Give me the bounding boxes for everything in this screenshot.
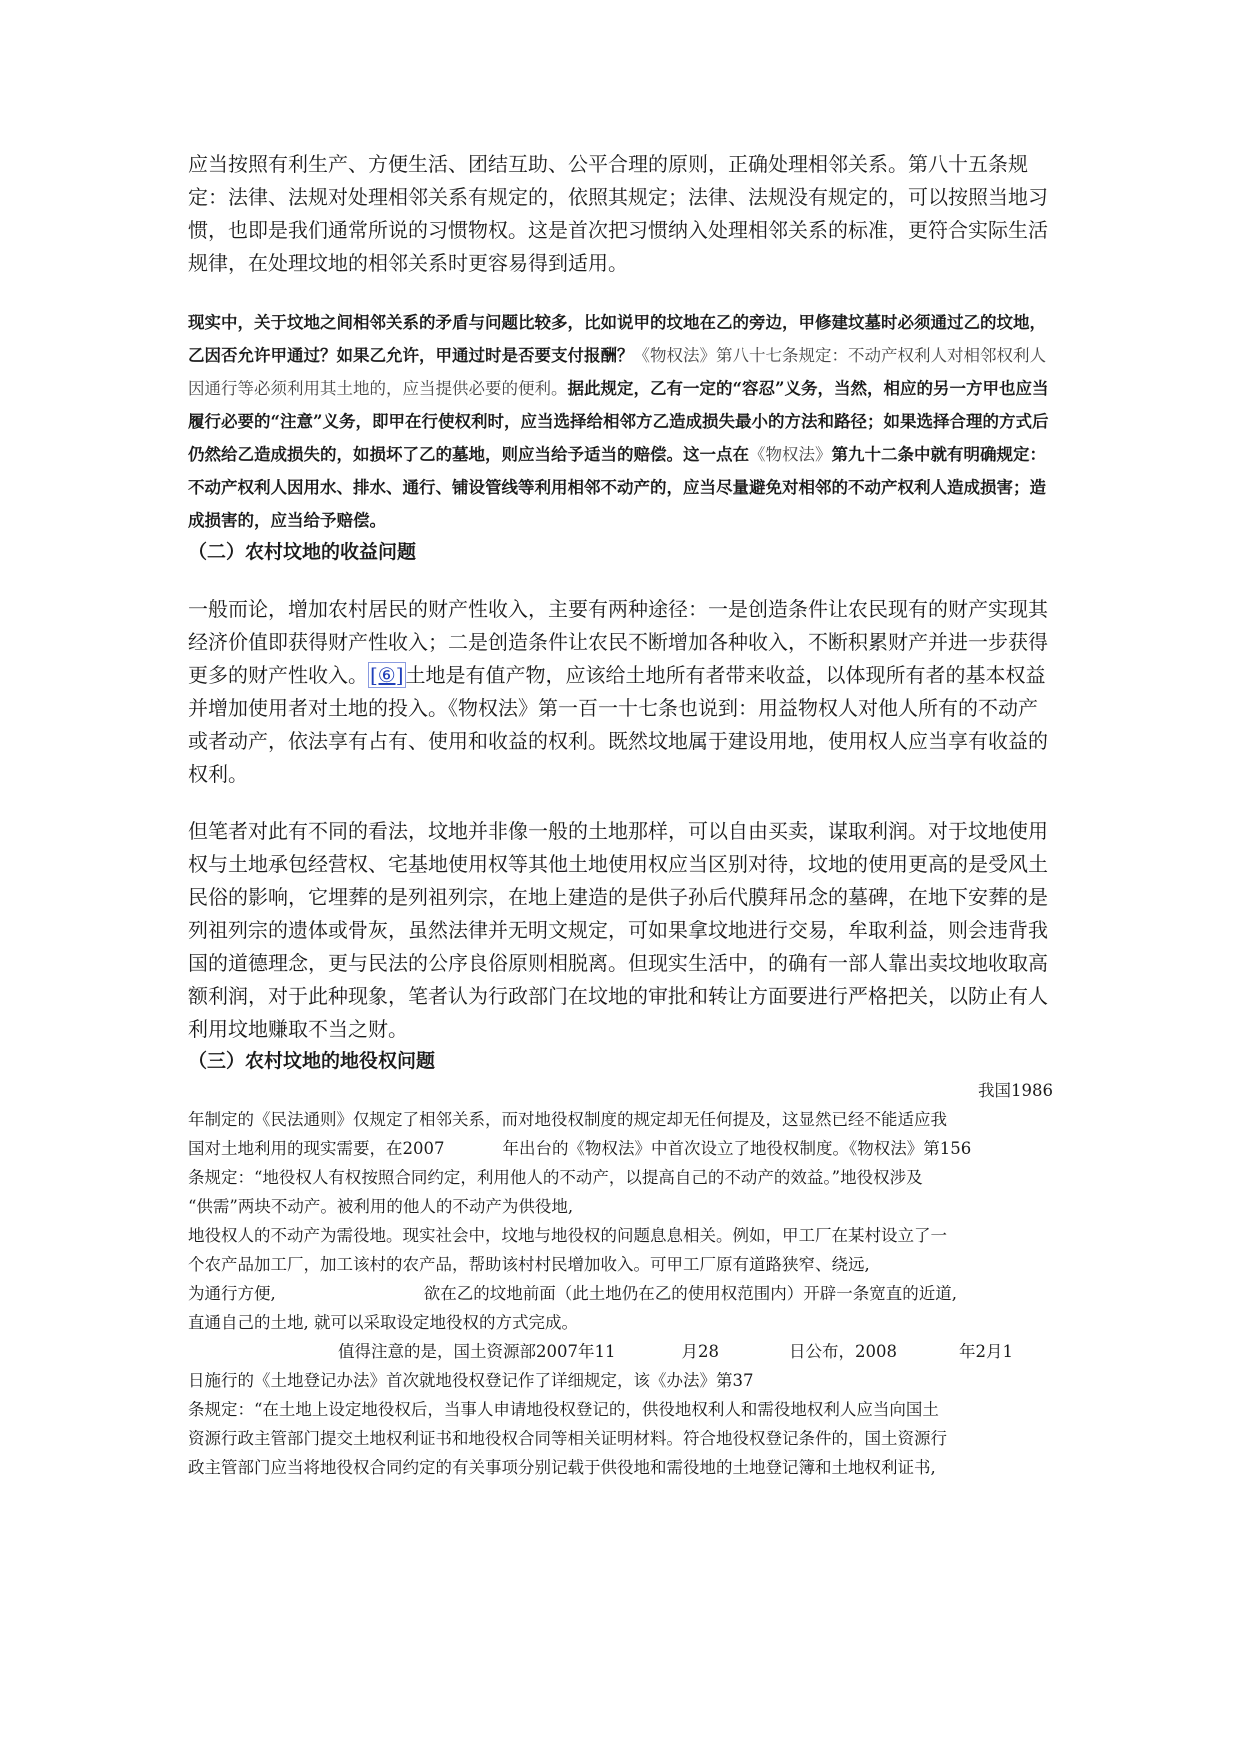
paragraph-easement [188,1076,1053,1482]
easement-line: 政主管部门应当将地役权合同约定的有关事项分别记载于供役地和需役地的土地登记簿和土地权利证书, [188,1458,936,1477]
easement-line: 条规定：“地役权人有权按照合同约定，利用他人的不动产，以提高自己的不动产的效益。”地役权涉及 [188,1168,923,1187]
paragraph-opinion: 但笔者对此有不同的看法，坟地并非像一般的土地那样，可以自由买卖，谋取利润。对于坟地使用权与土地承包经营权、宅基地使用权等其他土地使用权应当区别对待，坟地的使用更高的是受风土民俗的影响，它埋葬的是列祖列宗，在地上建造的是供子孙后代膜拜吊念的墓碑，在地下安葬的是列祖列宗的遗体或骨灰，虽然法律并无明文规定，可如果拿坟地进行交易，牟取利益，则会违背我国的道德理念，更与民法的公序良俗原则相脱离。但现实生活中，的确有一部人靠出卖坟地收取高额利润，对于此种现象，笔者认为行政部门在坟地的审批和转让方面要进行严格把关，以防止有人利用坟地赚取不当之财。 [188,819,1048,1041]
easement-line: 个农产品加工厂，加工该村的农产品，帮助该村村民增加收入。可甲工厂原有道路狭窄、绕远, [188,1255,870,1274]
easement-fragment: 日公布，2008 [789,1342,897,1361]
income-text-1: 一般而论，增加农村居民的财产性收入，主要有两种途径：一是创造条件让农民现有的财产实现其经济价值即获得财产性收入；二是创造条件让农民不断增加各种收入，不断积累财产并进一步获得更多的财产性收入。 [188,597,1048,687]
neighbor-text-2: 据此规定，乙有一定的“容忍”义务，当然，相应的另一方甲也应当履行必要的“注意”义务，即甲在行使权利时，应当选择给相邻方乙造成损失最小的方法和路径；如果选择合理的方式后仍然给乙造成损失的，如损坏了乙的墓地，则应当给予适当的赔偿。这一点在 [188,379,1049,464]
easement-line: 我国1986 [978,1081,1053,1100]
document-page [188,148,1053,1482]
footnote-link[interactable]: [⑥] [370,663,404,687]
easement-line [188,1279,1053,1308]
easement-fragment: 欲在乙的坟地前面（此土地仍在乙的使用权范围内）开辟一条宽直的近道, [423,1284,957,1303]
neighbor-text-1: 现实中，关于坟地之间相邻关系的矛盾与问题比较多，比如说甲的坟地在乙的旁边，甲修建坟墓时必须通过乙的坟地，乙因否允许甲通过？如果乙允许，甲通过时是否要支付报酬？ [188,313,1046,365]
easement-line [188,1134,1053,1163]
easement-line [188,1337,1053,1366]
easement-fragment: 为通行方便, [188,1284,276,1303]
neighbor-text-3: 第九十二条中就有明确规定：不动产权利人因用水、排水、通行、铺设管线等利用相邻不动产的，应当尽量避免对相邻的不动产权利人造成损害；造成损害的，应当给予赔偿。 [188,445,1046,530]
paragraph-intro: 应当按照有利生产、方便生活、团结互助、公平合理的原则，正确处理相邻关系。第八十五条规定：法律、法规对处理相邻关系有规定的，依照其规定；法律、法规没有规定的，可以按照当地习惯，也即是我们通常所说的习惯物权。这是首次把习惯纳入处理相邻关系的标准，更符合实际生活规律，在处理坟地的相邻关系时更容易得到适用。 [188,152,1048,275]
paragraph-neighbor [188,306,1053,537]
heading-easement: （三）农村坟地的地役权问题 [188,1050,436,1072]
heading-income: （二）农村坟地的收益问题 [188,541,417,563]
easement-fragment: 国对土地利用的现实需要，在2007 [188,1139,445,1158]
easement-line: 日施行的《土地登记办法》首次就地役权登记作了详细规定，该《办法》第37 [188,1371,754,1390]
easement-fragment: 年出台的《物权法》中首次设立了地役权制度。《物权法》第156 [502,1139,972,1158]
easement-fragment: 月28 [681,1342,719,1361]
easement-line: 条规定：“在土地上设定地役权后，当事人申请地役权登记的，供役地权利人和需役地权利人应当向国土 [188,1400,939,1419]
easement-line: “供需”两块不动产。被利用的他人的不动产为供役地, [188,1197,574,1216]
easement-line: 年制定的《民法通则》仅规定了相邻关系，而对地役权制度的规定却无任何提及，这显然已经不能适应我 [188,1110,947,1129]
easement-fragment: 年2月1 [959,1342,1013,1361]
easement-line: 资源行政主管部门提交土地权利证书和地役权合同等相关证明材料。符合地役权登记条件的，国土资源行 [188,1429,947,1448]
easement-fragment: 值得注意的是，国土资源部2007年11 [338,1342,616,1361]
income-text-2: 土地是有值产物，应该给土地所有者带来收益，以体现所有者的基本权益并增加使用者对土地的投入。《物权法》第一百一十七条也说到：用益物权人对他人所有的不动产或者动产，依法享有占有、使用和收益的权利。既然坟地属于建设用地，使用权人应当享有收益的权利。 [188,663,1048,786]
paragraph-income [188,593,1053,791]
easement-line: 直通自己的土地, 就可以采取设定地役权的方式完成。 [188,1313,578,1332]
easement-line: 地役权人的不动产为需役地。现实社会中，坟地与地役权的问题息息相关。例如，甲工厂在某村设立了一 [188,1226,947,1245]
neighbor-citation-2: 《物权法》 [749,445,832,464]
neighbor-citation-1: 《物权法》第八十七条规定：不动产权利人对相邻权利人因通行等必须利用其土地的，应当提供必要的便利。 [188,346,1046,398]
